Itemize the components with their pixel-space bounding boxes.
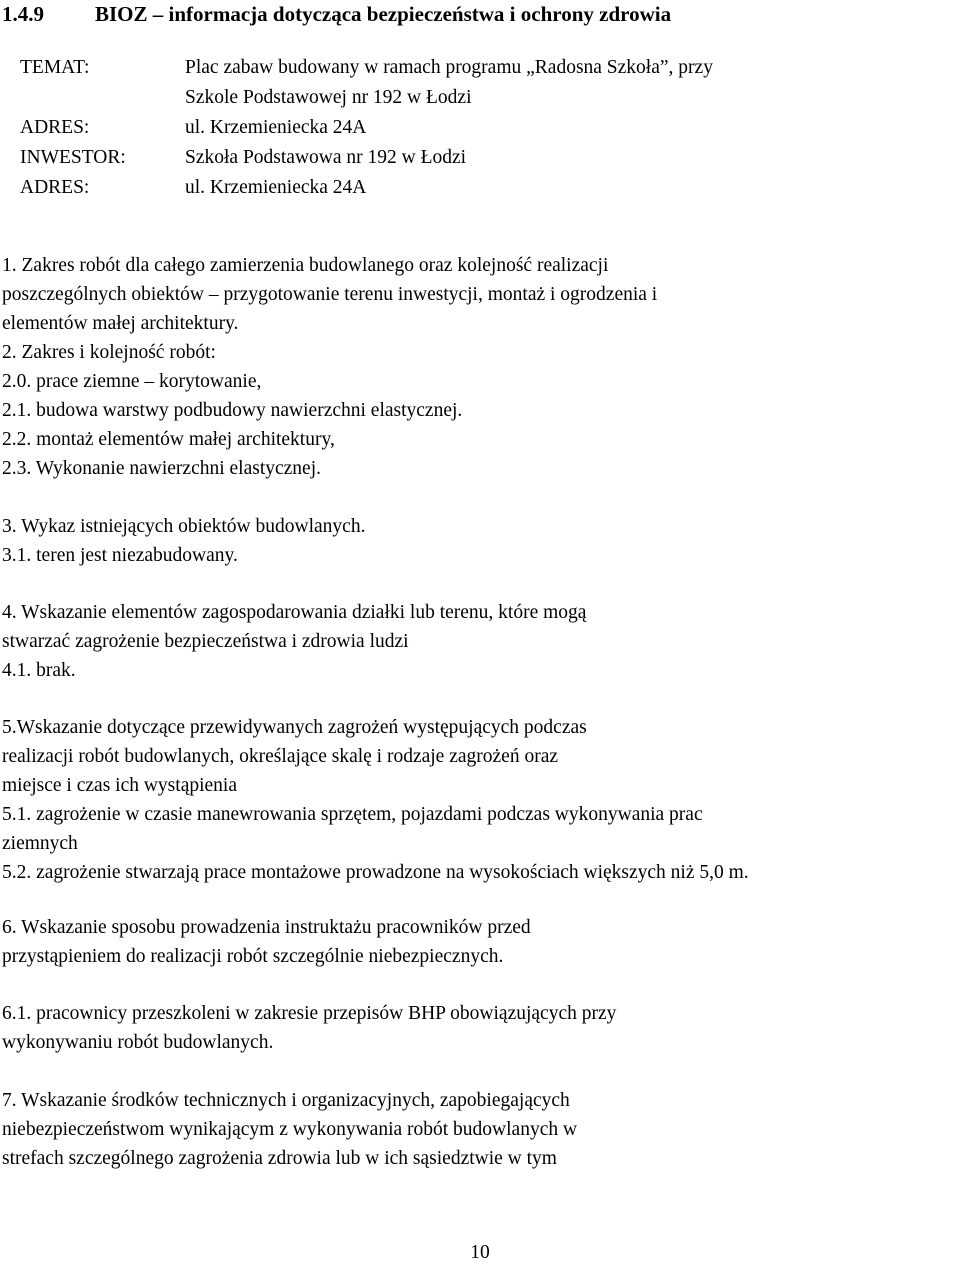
info-value-line: Szkoła Podstawowa nr 192 w Łodzi xyxy=(185,147,467,168)
text-line: 2.3. Wykonanie nawierzchni elastycznej. xyxy=(2,458,322,479)
text-line: elementów małej architektury. xyxy=(2,313,239,334)
text-line: stwarzać zagrożenie bezpieczeństwa i zdrowia ludzi xyxy=(2,631,409,652)
text-line: 5.Wskazanie dotyczące przewidywanych zagrożeń występujących podczas xyxy=(2,717,587,738)
info-value xyxy=(185,53,950,113)
text-line: ziemnych xyxy=(2,833,78,854)
text-line: 4.1. brak. xyxy=(2,660,76,681)
section-title: BIOZ – informacja dotycząca bezpieczeństwa i ochrony zdrowia xyxy=(95,2,672,26)
text-line: 5.1. zagrożenie w czasie manewrowania sprzętem, pojazdami podczas wykonywania prac xyxy=(2,804,703,825)
project-info xyxy=(20,53,950,203)
text-line: 1. Zakres robót dla całego zamierzenia budowlanego oraz kolejność realizacji xyxy=(2,255,609,276)
info-value-line: ul. Krzemieniecka 24A xyxy=(185,117,367,138)
text-line: 5.2. zagrożenie stwarzają prace montażowe prowadzone na wysokościach większych niż 5,0 m. xyxy=(2,862,749,883)
section-1-2 xyxy=(2,251,957,483)
info-label: TEMAT: xyxy=(20,57,90,78)
info-row-adres xyxy=(20,113,950,143)
text-line: 7. Wskazanie środków technicznych i organizacyjnych, zapobiegających xyxy=(2,1090,570,1111)
info-value-line: Plac zabaw budowany w ramach programu „Radosna Szkoła”, przy xyxy=(185,57,713,78)
section-6 xyxy=(2,913,957,971)
info-value-line: ul. Krzemieniecka 24A xyxy=(185,177,367,198)
section-6-1 xyxy=(2,999,957,1057)
section-4 xyxy=(2,598,957,685)
text-line: 2.0. prace ziemne – korytowanie, xyxy=(2,371,262,392)
text-line: miejsce i czas ich wystąpienia xyxy=(2,775,237,796)
text-line: 6. Wskazanie sposobu prowadzenia instruktażu pracowników przed xyxy=(2,917,531,938)
section-3 xyxy=(2,512,957,570)
info-label: ADRES: xyxy=(20,117,90,138)
text-line: 3. Wykaz istniejących obiektów budowlanych. xyxy=(2,516,366,537)
info-label: INWESTOR: xyxy=(20,147,126,168)
info-row-adres-inwestora xyxy=(20,173,950,203)
info-value xyxy=(185,113,950,143)
text-line: 4. Wskazanie elementów zagospodarowania działki lub terenu, które mogą xyxy=(2,602,587,623)
info-value-line: Szkole Podstawowej nr 192 w Łodzi xyxy=(185,87,472,108)
text-line: 3.1. teren jest niezabudowany. xyxy=(2,545,238,566)
page-number: 10 xyxy=(470,1242,490,1263)
info-label: ADRES: xyxy=(20,177,90,198)
info-value xyxy=(185,173,950,203)
info-row-temat xyxy=(20,53,950,113)
text-line: 2. Zakres i kolejność robót: xyxy=(2,342,216,363)
info-row-inwestor xyxy=(20,143,950,173)
text-line: strefach szczególnego zagrożenia zdrowia lub w ich sąsiedztwie w tym xyxy=(2,1148,557,1169)
info-value xyxy=(185,143,950,173)
text-line: 2.1. budowa warstwy podbudowy nawierzchni elastycznej. xyxy=(2,400,463,421)
text-line: poszczególnych obiektów – przygotowanie terenu inwestycji, montaż i ogrodzenia i xyxy=(2,284,658,305)
section-number: 1.4.9 xyxy=(2,2,44,26)
section-7 xyxy=(2,1086,957,1173)
text-line: niebezpieczeństwom wynikającym z wykonywania robót budowlanych w xyxy=(2,1119,578,1140)
text-line: 2.2. montaż elementów małej architektury, xyxy=(2,429,335,450)
section-5 xyxy=(2,713,957,887)
text-line: przystąpieniem do realizacji robót szczególnie niebezpiecznych. xyxy=(2,946,504,967)
text-line: realizacji robót budowlanych, określające skalę i rodzaje zagrożeń oraz xyxy=(2,746,559,767)
text-line: wykonywaniu robót budowlanych. xyxy=(2,1032,274,1053)
text-line: 6.1. pracownicy przeszkoleni w zakresie przepisów BHP obowiązujących przy xyxy=(2,1003,617,1024)
section-heading xyxy=(2,2,952,26)
